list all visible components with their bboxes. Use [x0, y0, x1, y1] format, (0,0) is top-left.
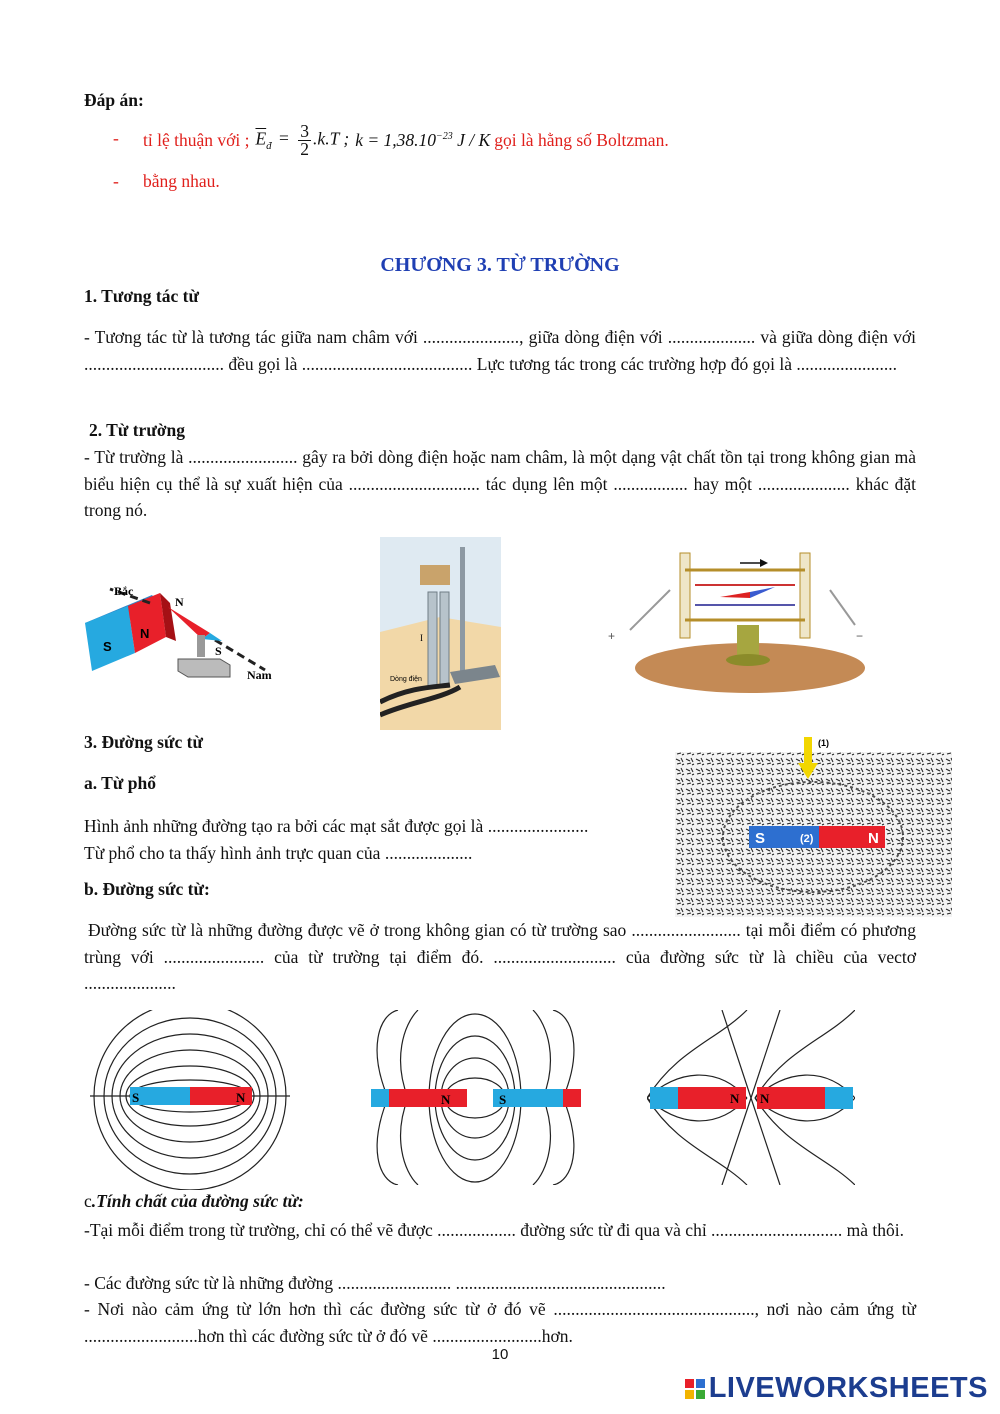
section3a-body	[84, 813, 674, 867]
section3a-heading: a. Từ phổ	[84, 773, 156, 793]
answer-line1-suffix: gọi là hằng số Boltzman.	[494, 129, 669, 150]
filings-n-label: N	[868, 830, 879, 847]
frame-arrow-head	[760, 559, 768, 567]
needle-n-label: N	[175, 595, 184, 609]
frame-minus: −	[856, 629, 864, 643]
wires-i-label: I	[420, 633, 423, 643]
answer-dash-2: -	[113, 171, 119, 191]
frame-apparatus-figure	[600, 545, 880, 695]
m3-left-label: N	[730, 1091, 740, 1106]
apparatus-pillar-foot	[726, 654, 770, 666]
wires-clamp	[420, 565, 450, 585]
lead-right	[830, 590, 855, 625]
section3a-line1: Hình ảnh những đường tạo ra bởi các mạt sắt được gọi là .......................	[84, 816, 589, 836]
section3-heading: 3. Đường sức từ	[84, 732, 203, 752]
m3-right-tail	[825, 1087, 853, 1109]
wires-current-label: Dòng điện	[390, 676, 422, 683]
formula-sub: đ	[266, 139, 272, 152]
frame-needle-blue	[750, 587, 775, 598]
bac-label: Bắc	[114, 584, 134, 598]
filings-label-1: (1)	[818, 738, 829, 748]
liveworksheets-icon	[685, 1379, 705, 1399]
frac-num: 3	[300, 120, 310, 141]
section3b-heading: b. Đường sức từ:	[84, 879, 210, 899]
section3c-letter: c	[84, 1191, 92, 1211]
frame-plus: +	[608, 629, 616, 643]
m3-right-label: N	[760, 1091, 770, 1106]
filings-arrow-shaft	[804, 737, 812, 763]
section3c-title: .Tính chất của đường sức từ:	[91, 1191, 304, 1211]
compass-magnet-figure	[80, 575, 290, 690]
answer-label: Đáp án:	[84, 90, 144, 110]
m2-right-label: S	[499, 1092, 507, 1107]
answer-dash-1: -	[113, 128, 119, 148]
section2-body: - Từ trường là ......................... gây ra bởi dòng điện hoặc nam châm, là một dạng vật chất tồn tại trong không gian mà biểu hiện cụ thể là sự xuất hiện của .............................. tác dụng lên một ................. hay một ..................... khác đặt trong nó.	[84, 447, 916, 520]
section3c-line2: - Các đường sức từ là những đường .......................... ................................................	[84, 1273, 666, 1293]
m1-right-label: N	[236, 1090, 246, 1105]
wires-stand	[460, 547, 465, 677]
nam-label: Nam	[247, 668, 272, 682]
section3a-line2: Từ phổ cho ta thấy hình ảnh trực quan của ....................	[84, 843, 473, 863]
field-lines-ns-figure	[368, 1010, 583, 1185]
answer-line-1	[143, 116, 669, 164]
field-lines-sn-figure	[90, 1010, 290, 1190]
formula-fraction	[298, 120, 311, 159]
frame-post-left	[680, 553, 690, 638]
section3c-line1: -Tại mỗi điểm trong từ trường, chỉ có thể vẽ được .................. đường sức từ đi qua và chỉ .............................. mà thôi.	[84, 1220, 905, 1240]
frame-post-right	[800, 553, 810, 638]
answer-line-2: bằng nhau.	[143, 171, 220, 191]
needle-pivot	[197, 635, 205, 657]
formula-eq: =	[279, 128, 289, 149]
section3c-heading	[84, 1191, 304, 1212]
magnet-s-label: S	[103, 639, 112, 654]
formula-tail: .k.T ;	[313, 128, 350, 149]
answer-line1-prefix: tỉ lệ thuận với ;	[143, 129, 250, 150]
formula-e: $\overline{E}$	[255, 128, 267, 149]
compass-base	[178, 659, 230, 677]
filings-s-label: S	[755, 830, 766, 847]
page-number: 10	[491, 1346, 509, 1363]
iron-filings-figure	[675, 737, 952, 917]
wire-strip-2	[440, 592, 449, 687]
needle-s-label: S	[215, 644, 222, 658]
section3c-line3: - Nơi nào cảm ứng từ lớn hơn thì các đường sức từ ở đó vẽ .............................................., nơi nào cảm ứng từ ..........................hơn thì các đường sức từ ở đó vẽ .........................hơn.	[84, 1299, 916, 1346]
k-expr: k = 1,38.10	[355, 129, 437, 150]
m2-tail-blue	[371, 1089, 389, 1107]
section1-body: - Tương tác từ là tương tác giữa nam châm với ......................, giữa dòng điện với .................... và giữa dòng điện với ................................ đều gọi là ....................................... Lực tương tác trong các trường hợp đó gọi là .......................	[84, 327, 916, 374]
chapter-title: CHƯƠNG 3. TỪ TRƯỜNG	[380, 254, 620, 276]
filings-label-2: (2)	[800, 833, 814, 845]
formula-energy	[255, 120, 350, 159]
k-exp: −23	[436, 130, 453, 142]
liveworksheets-text: LIVEWORKSHEETS	[708, 1372, 988, 1404]
m2-left-pole	[389, 1089, 467, 1107]
lead-left	[630, 590, 670, 630]
m3-left-tail	[650, 1087, 678, 1109]
section3b-body: Đường sức từ là những đường được vẽ ở trong không gian có từ trường sao ......................... tại mỗi điểm có phương trùng với ....................... của từ trường tại điểm đó. ............................ của đường sức từ là chiều của vectơ .....................	[84, 920, 916, 993]
field-lines-nn-figure	[647, 1010, 855, 1185]
liveworksheets-logo[interactable]	[685, 1372, 988, 1405]
section2-heading: 2. Từ trường	[89, 420, 186, 440]
wire-strip-1	[428, 592, 437, 687]
formula-k	[355, 130, 490, 151]
magnet-n-label: N	[140, 626, 150, 641]
k-unit: J / K	[457, 129, 491, 150]
m2-left-label: N	[441, 1092, 451, 1107]
parallel-wires-figure	[380, 537, 501, 730]
m2-tail-red	[563, 1089, 581, 1107]
frac-den: 2	[300, 138, 310, 159]
frame-needle-red	[720, 592, 750, 598]
m1-left-label: S	[132, 1090, 140, 1105]
section1-heading: 1. Tương tác từ	[84, 286, 199, 306]
